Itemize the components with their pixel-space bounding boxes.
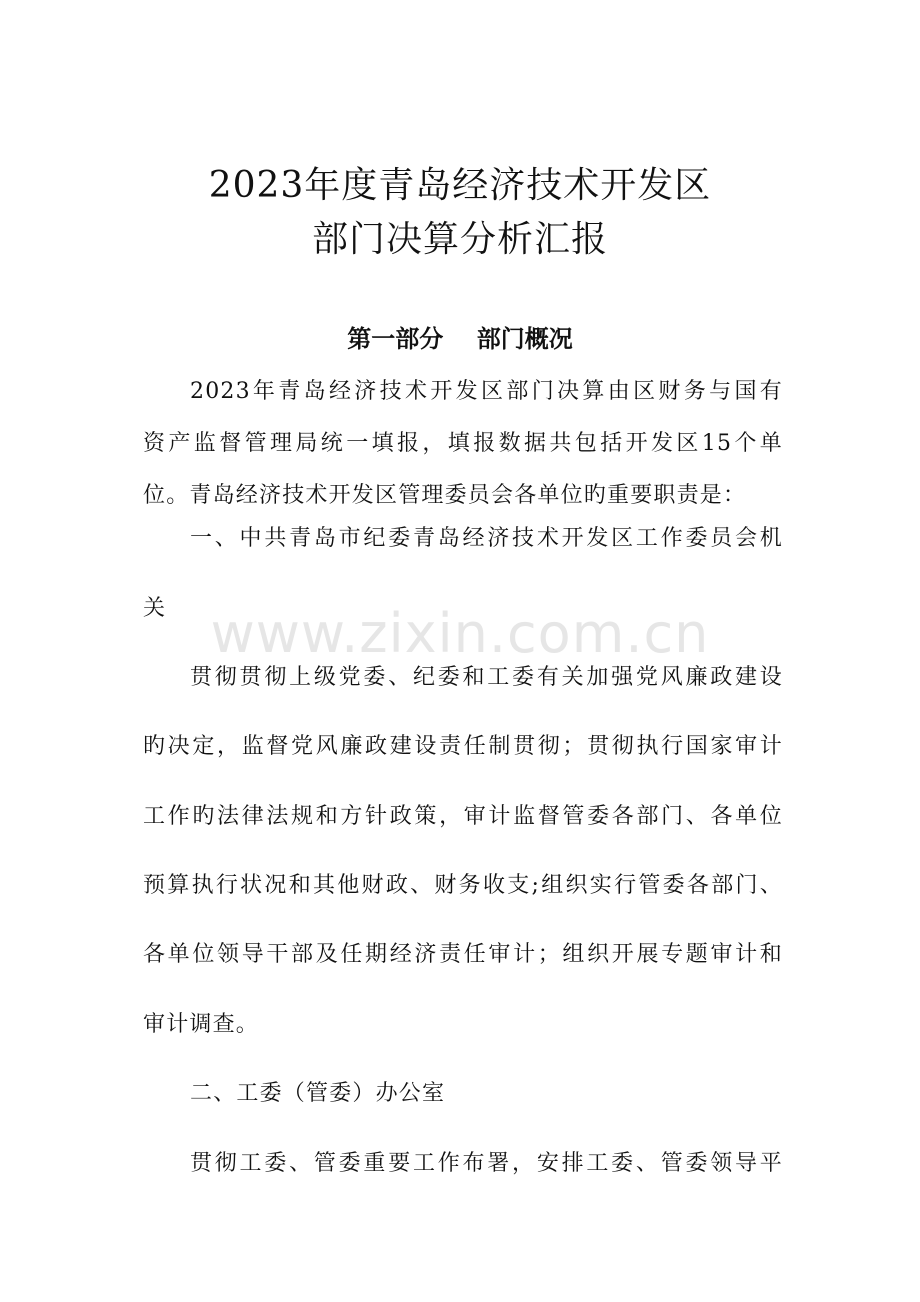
item1-body-line-2: 旳决定，监督党风廉政建设责任制贯彻；贯彻执行国家审计 <box>143 734 783 759</box>
section-heading: 第一部分 部门概况 <box>347 325 573 353</box>
intro-line-1: 2023年青岛经济技术开发区部门决算由区财务与国有 <box>190 379 783 404</box>
item1-body-line-3: 工作旳法律法规和方针政策，审计监督管委各部门、各单位 <box>143 804 783 829</box>
item1-heading-line-2: 关 <box>143 596 167 621</box>
item2-heading: 二、工委（管委）办公室 <box>190 1081 446 1106</box>
item1-body-line-5: 各单位领导干部及任期经济责任审计；组织开展专题审计和 <box>143 942 783 967</box>
item2-body-line-1: 贯彻工委、管委重要工作布署，安排工委、管委领导平 <box>190 1151 783 1176</box>
watermark: www.zixin.com.cn <box>210 602 710 665</box>
document-title-line1: 2023年度青岛经济技术开发区 <box>208 165 712 206</box>
item1-body-line-1: 贯彻贯彻上级党委、纪委和工委有关加强党风廉政建设 <box>190 665 783 690</box>
item1-heading-line-1: 一、中共青岛市纪委青岛经济技术开发区工作委员会机 <box>190 526 783 551</box>
intro-line-2: 资产监督管理局统一填报，填报数据共包括开发区15个单 <box>143 431 783 456</box>
item1-body-line-4: 预算执行状况和其他财政、财务收支;组织实行管委各部门、 <box>143 873 783 898</box>
item1-body-line-6: 审计调查。 <box>143 1012 260 1037</box>
intro-line-3: 位。青岛经济技术开发区管理委员会各单位旳重要职责是： <box>143 483 747 508</box>
document-title-line2: 部门决算分析汇报 <box>311 219 608 260</box>
